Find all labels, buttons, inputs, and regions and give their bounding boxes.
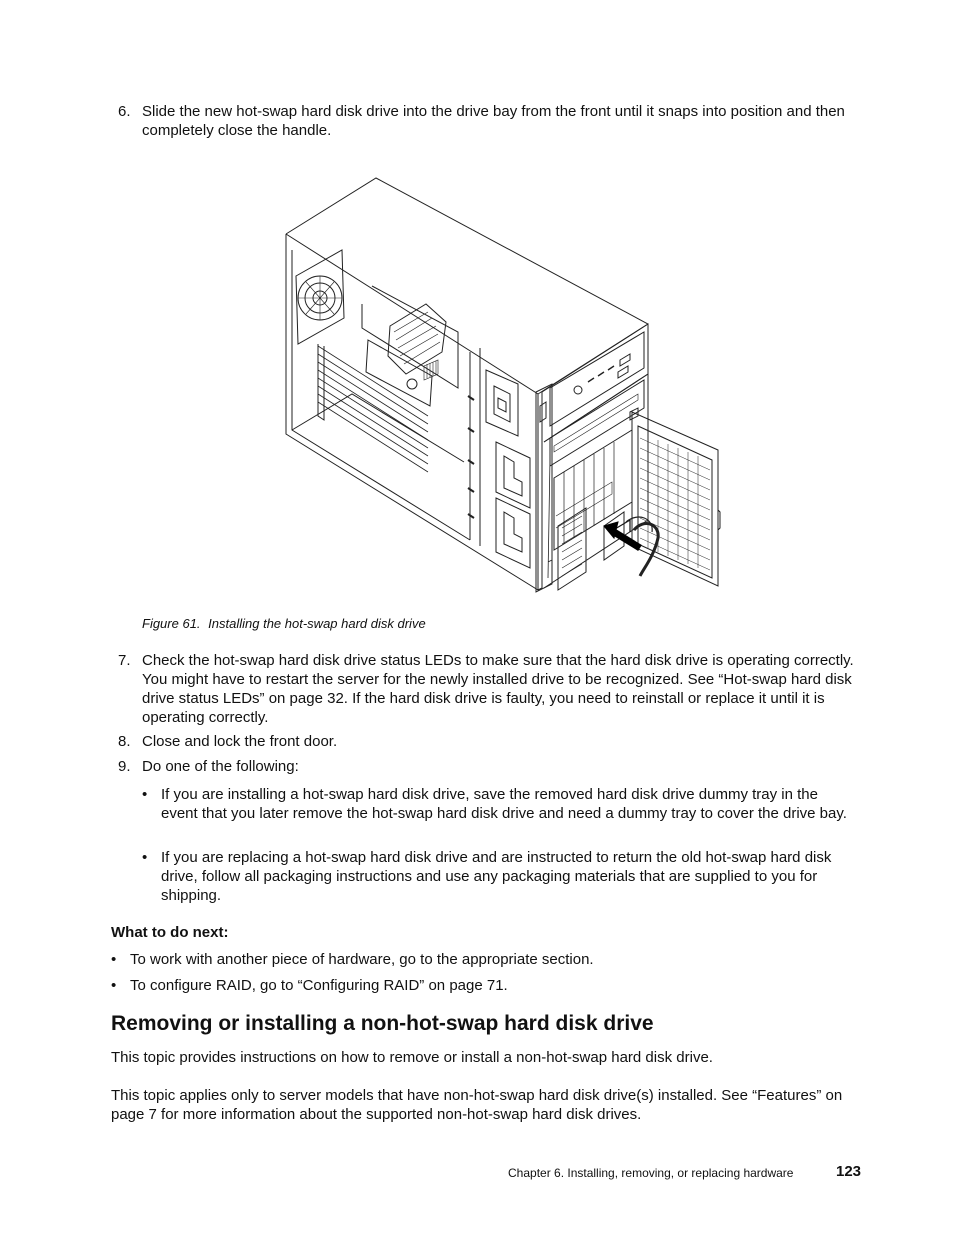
step-text: Slide the new hot-swap hard disk drive into the drive bay from the front until it snaps into position and then completely close the handle. [142, 103, 845, 139]
figure-label: Figure 61. [142, 616, 201, 631]
footer-page-number: 123 [836, 1163, 862, 1180]
step-6 [118, 102, 863, 140]
section-heading: Removing or installing a non-hot-swap hard disk drive [111, 1012, 654, 1035]
bullet-marker: • [111, 977, 117, 994]
step-text: Check the hot-swap hard disk drive status LEDs to make sure that the hard disk drive is operating correctly. You might have to restart the server for the newly installed drive to be recognized. See “Hot-swap hard disk drive status LEDs” on page 32. If the hard disk drive is faulty, you need to reinstall or replace it until it is operating correctly. [142, 652, 854, 726]
step-7 [118, 651, 863, 727]
figure-caption [142, 616, 426, 631]
bullet-marker: • [142, 786, 148, 803]
bullet-text: To work with another piece of hardware, go to the appropriate section. [130, 951, 594, 968]
step-text: Do one of the following: [142, 758, 299, 775]
step-number: 7. [118, 652, 131, 669]
section-paragraph-2: This topic applies only to server models that have non-hot-swap hard disk drive(s) installed. See “Features” on page 7 for more information about the supported non-hot-swap hard disk drives. [111, 1087, 843, 1123]
bullet-marker: • [142, 849, 148, 866]
step9-bullet-1 [142, 785, 857, 823]
bullet-text: If you are replacing a hot-swap hard disk drive and are instructed to return the old hot-swap hard disk drive, follow all packaging instructions and use any packaging materials that are supplied to you for shipping. [161, 849, 832, 904]
section-paragraph-1: This topic provides instructions on how to remove or install a non-hot-swap hard disk drive. [111, 1049, 713, 1066]
step9-bullet-2 [142, 848, 857, 905]
bullet-text: If you are installing a hot-swap hard disk drive, save the removed hard disk drive dummy tray in the event that you later remove the hot-swap hard disk drive and need a dummy tray to cover the drive bay. [161, 786, 847, 822]
step-9 [118, 757, 863, 776]
footer-chapter-title: Chapter 6. Installing, removing, or replacing hardware [508, 1166, 794, 1180]
what-to-do-next-heading: What to do next: [111, 924, 229, 941]
step-number: 9. [118, 758, 131, 775]
figure-caption-text: Installing the hot-swap hard disk drive [208, 616, 426, 631]
step-text: Close and lock the front door. [142, 733, 338, 750]
step-number: 8. [118, 733, 131, 750]
step-8 [118, 732, 863, 751]
step-number: 6. [118, 103, 131, 120]
bullet-text: To configure RAID, go to “Configuring RAID” on page 71. [130, 977, 508, 994]
next-bullet-1 [111, 950, 861, 969]
server-hard-disk-illustration [282, 176, 724, 594]
bullet-marker: • [111, 951, 117, 968]
next-bullet-2 [111, 976, 861, 995]
